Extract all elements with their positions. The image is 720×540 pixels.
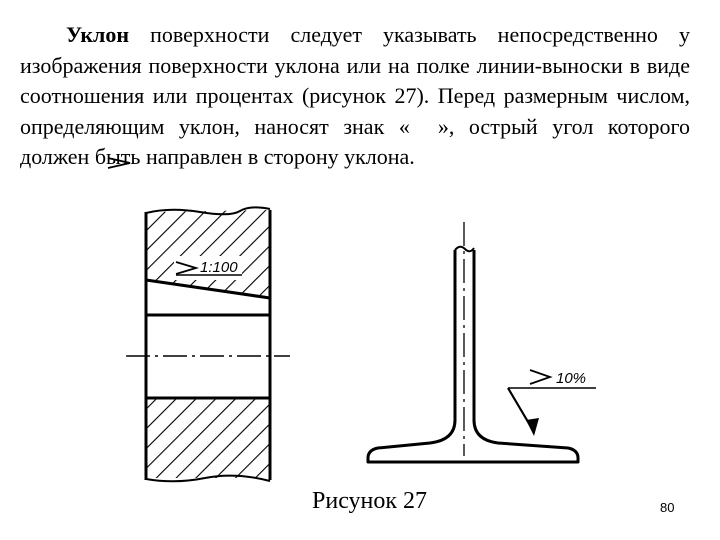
figure-caption: Рисунок 27 [312,488,428,514]
term-bold: Уклон [66,22,130,47]
left-part-drawing [126,207,290,481]
right-part-drawing [368,222,596,462]
slope-label-right: 10% [556,370,587,387]
paragraph-text-part1: поверхности следует указывать непосредственно у изображения поверхности уклона или на полке линии-выноски в виде соотношения или процентах (рисунок 27). Перед размерным числом, определяющим уклон, наносят знак « [20,22,690,139]
paragraph-text-part2: », острый угол которого должен быть направлен в сторону уклона. [20,113,690,169]
slope-label-left: 1:100 [200,259,238,276]
page-number: 80 [660,500,675,515]
slope-sign-icon [108,158,130,168]
